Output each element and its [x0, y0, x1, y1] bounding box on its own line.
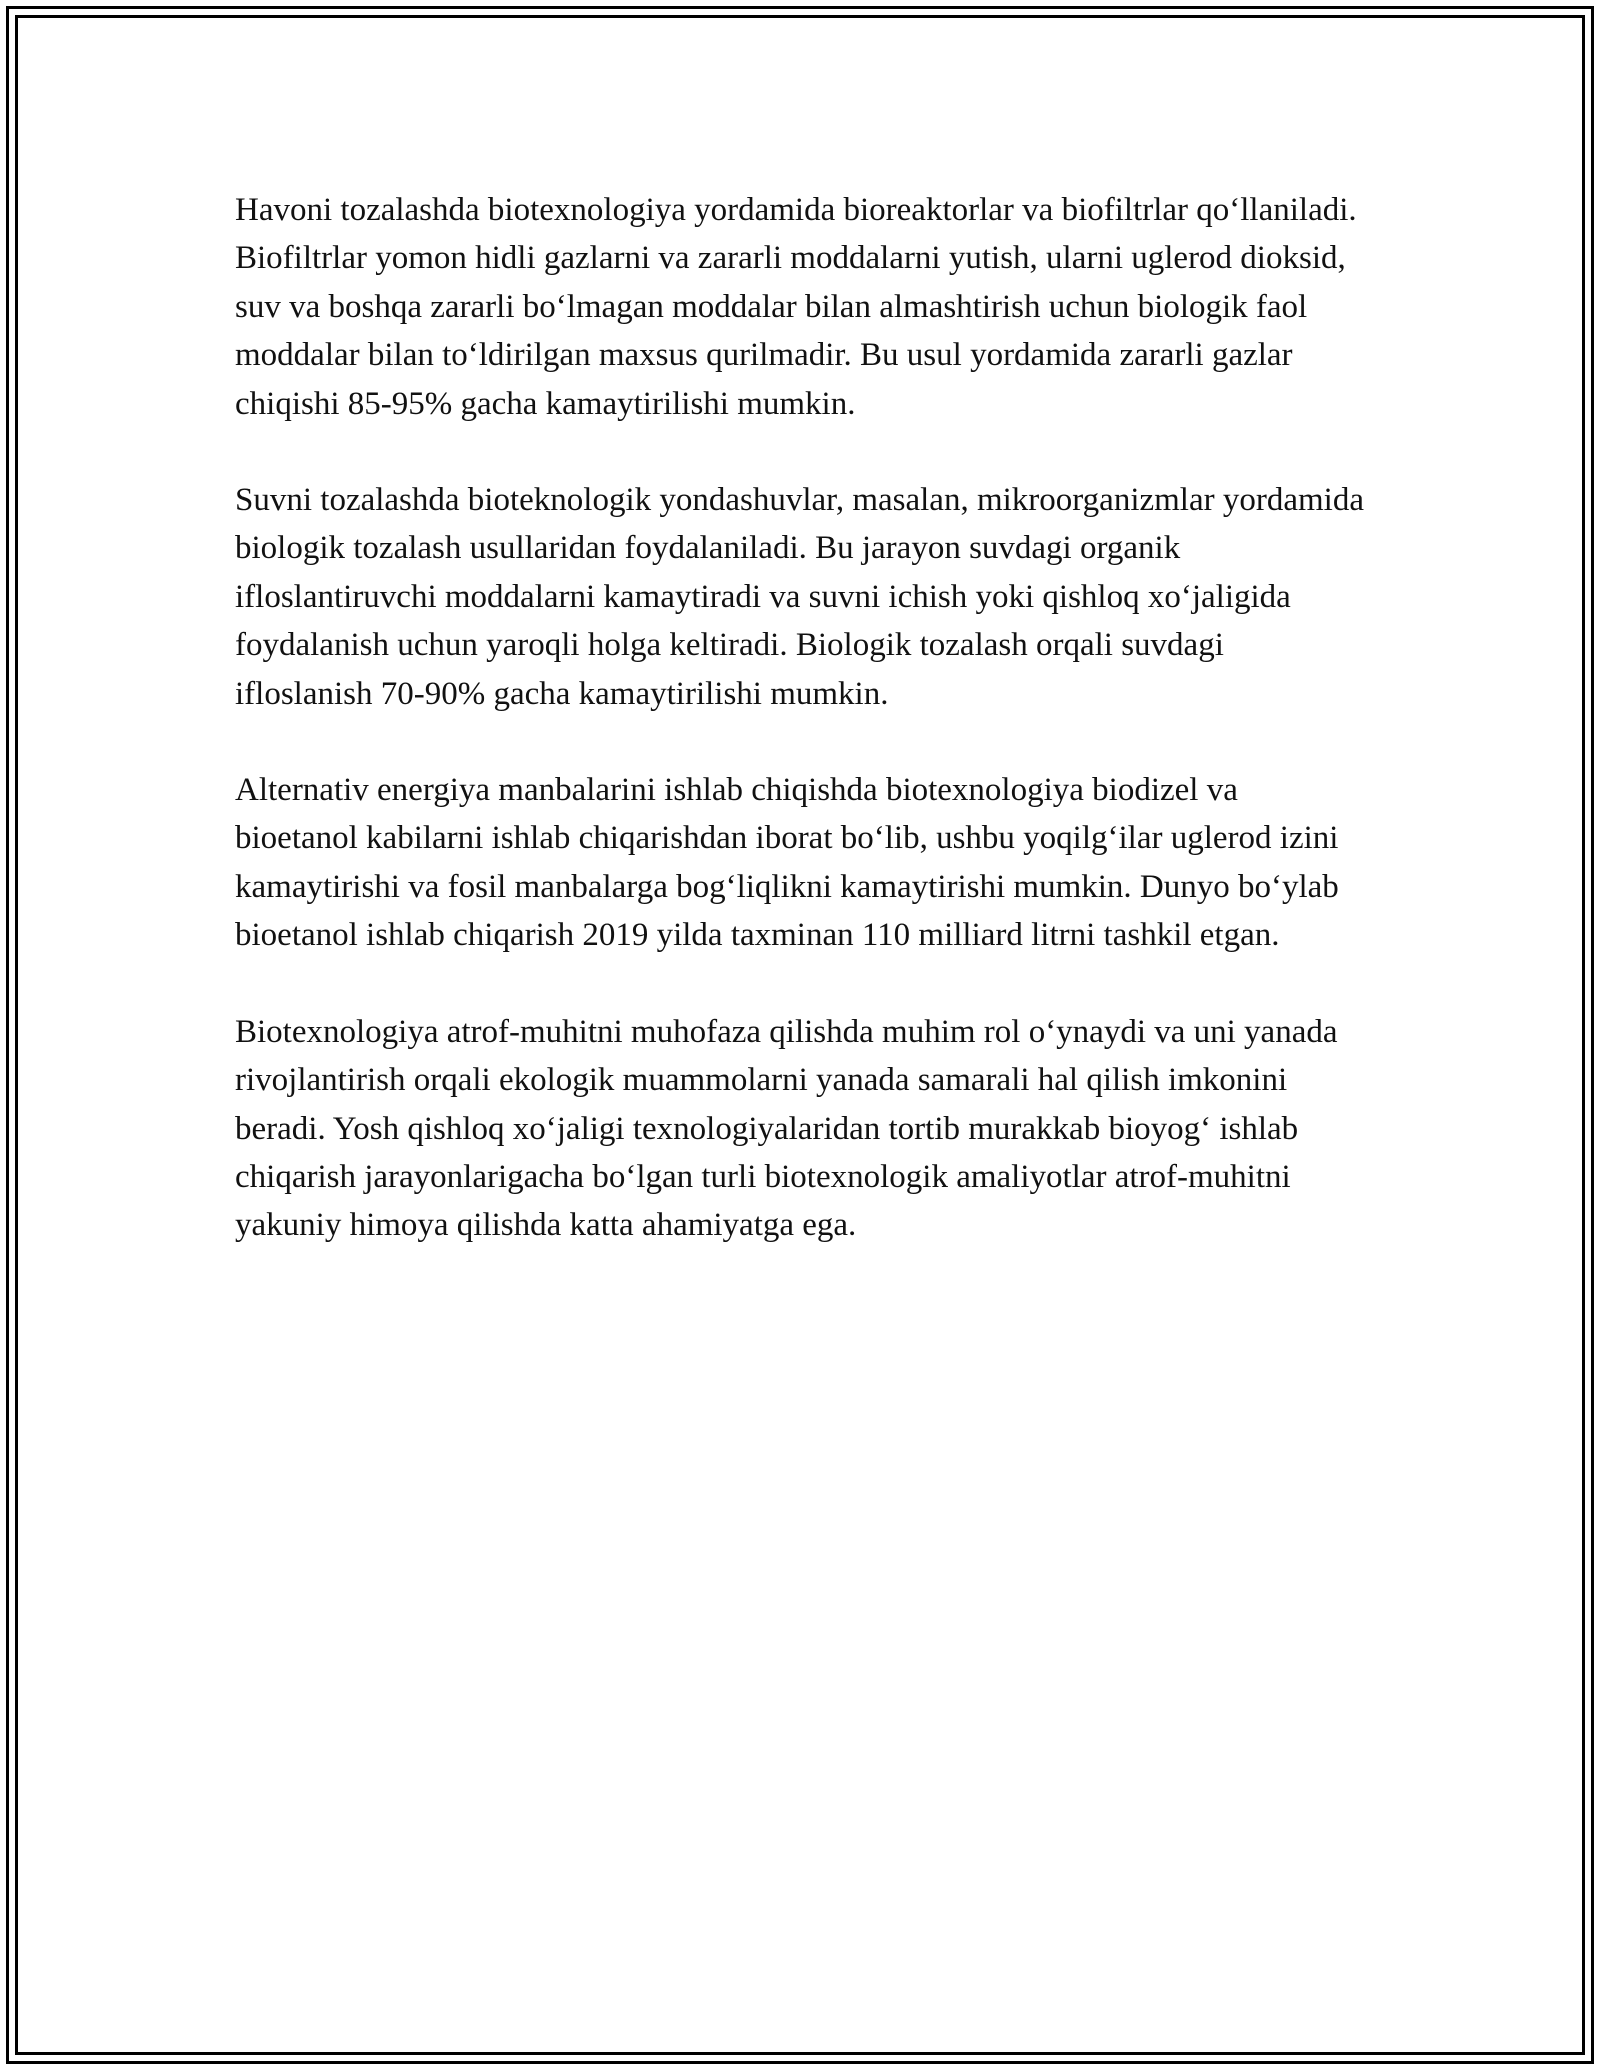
- document-body: [235, 186, 1365, 1298]
- paragraph-conclusion: Biotexnologiya atrof-muhitni muhofaza qilishda muhim rol o‘ynaydi va uni yanada rivojlantirish orqali ekologik muammolarni yanada samarali hal qilish imkonini beradi. Yosh qishloq xo‘jaligi texnologiyalaridan tortib murakkab bioyog‘ ishlab chiqarish jarayonlarigacha bo‘lgan turli biotexnologik amaliyotlar atrof-muhitni yakuniy himoya qilishda katta ahamiyatga ega.: [235, 1013, 1338, 1244]
- paragraph-air-purification: Havoni tozalashda biotexnologiya yordamida bioreaktorlar va biofiltrlar qo‘llaniladi. Biofiltrlar yomon hidli gazlarni va zararli moddalarni yutish, ularni uglerod dioksid, suv va boshqa zararli bo‘lmagan moddalar bilan almashtirish uchun biologik faol moddalar bilan to‘ldirilgan maxsus qurilmadir. Bu usul yordamida zararli gazlar chiqishi 85-95% gacha kamaytirilishi mumkin.: [235, 192, 1357, 422]
- paragraph-alternative-energy: Alternativ energiya manbalarini ishlab chiqishda biotexnologiya biodizel va bioetanol kabilarni ishlab chiqarishdan iborat bo‘lib, ushbu yoqilg‘ilar uglerod izini kamaytirishi va fosil manbalarga bog‘liqlikni kamaytirishi mumkin. Dunyo bo‘ylab bioetanol ishlab chiqarish 2019 yilda taxminan 110 milliard litrni tashkil etgan.: [235, 772, 1339, 954]
- paragraph-water-purification: Suvni tozalashda bioteknologik yondashuvlar, masalan, mikroorganizmlar yordamida biologik tozalash usullaridan foydalaniladi. Bu jarayon suvdagi organik ifloslantiruvchi moddalarni kamaytiradi va suvni ichish yoki qishloq xo‘jaligida foydalanish uchun yaroqli holga keltiradi. Biologik tozalash orqali suvdagi ifloslanish 70-90% gacha kamaytirilishi mumkin.: [235, 482, 1364, 712]
